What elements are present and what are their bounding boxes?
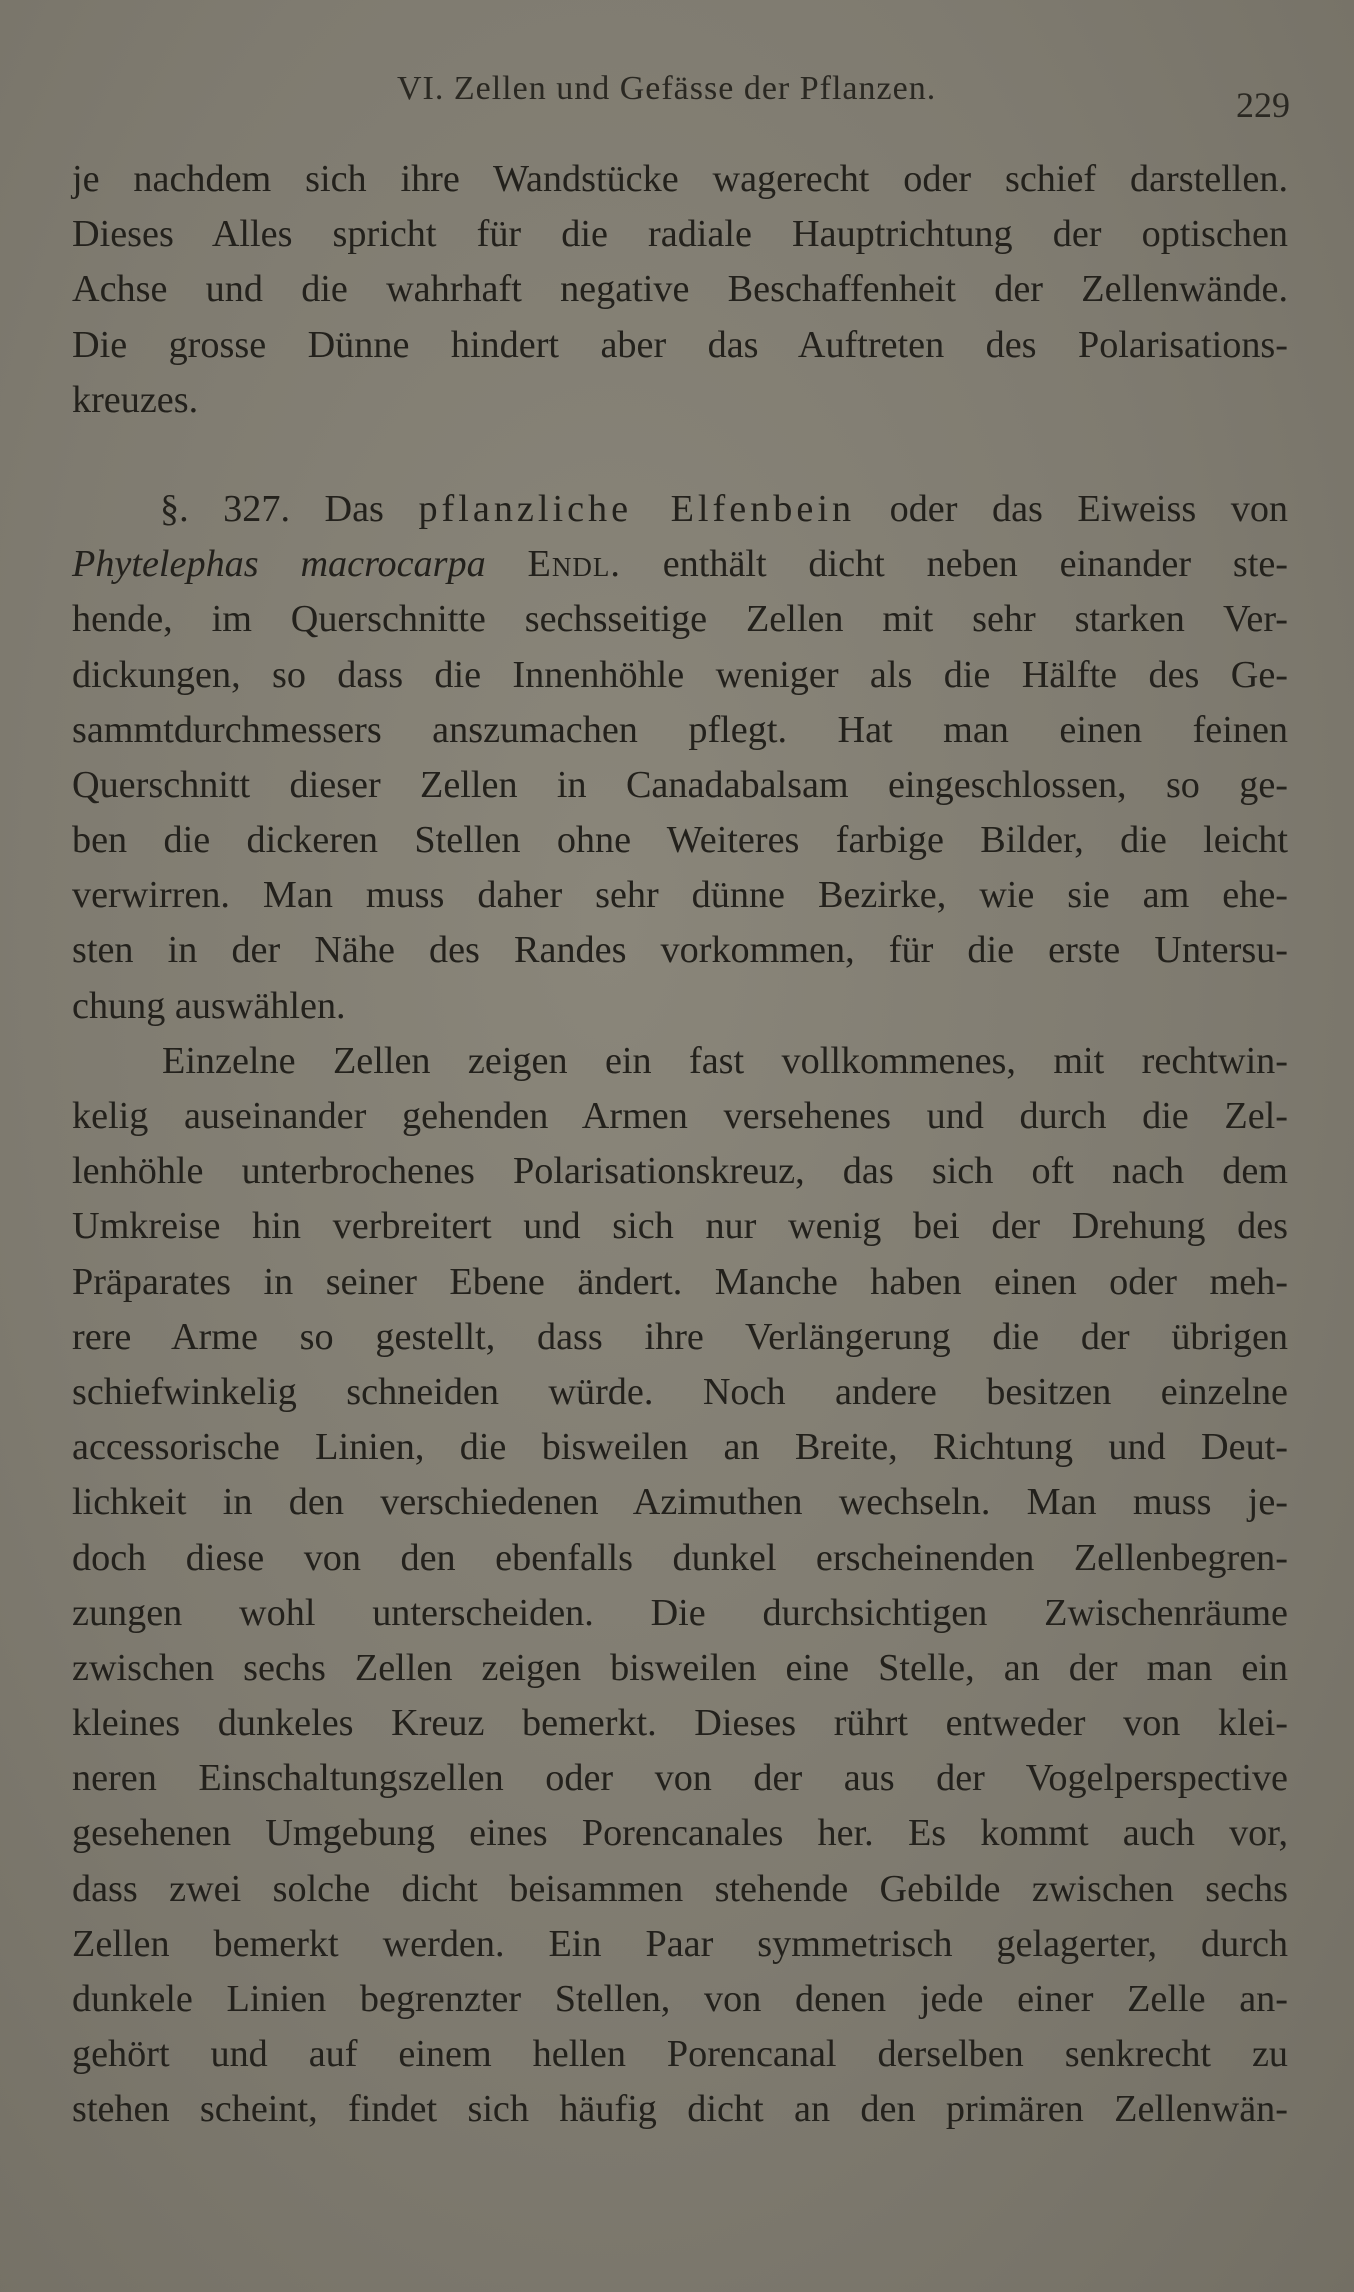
- text-line: kelig auseinander gehenden Armen versehenes und durch die Zel-: [72, 1095, 1288, 1137]
- page-header: [72, 70, 1290, 130]
- section-number: §. 327. Das: [160, 487, 384, 530]
- text-line: Präparates in seiner Ebene ändert. Manche haben einen oder meh-: [72, 1260, 1288, 1303]
- text-line: chung auswählen.: [72, 984, 346, 1027]
- section-first-line: [72, 482, 1288, 537]
- body-text: [72, 152, 1288, 2138]
- text-line: dass zwei solche dicht beisammen stehende Gebilde zwischen sechs: [72, 1867, 1288, 1910]
- species-name: Phytelephas macrocarpa: [72, 543, 486, 586]
- paragraph-gap: [72, 428, 1288, 482]
- text-line: dunkele Linien begrenzter Stellen, von denen jede einer Zelle an-: [72, 1978, 1288, 2020]
- text-line: ben die dickeren Stellen ohne Weiteres farbige Bilder, die leicht: [72, 819, 1288, 862]
- spaced-term: pflanzliche Elfenbein: [418, 487, 856, 530]
- text-line: Dieses Alles spricht für die radiale Hauptrichtung der optischen: [72, 213, 1288, 256]
- text-line: Achse und die wahrhaft negative Beschaffenheit der Zellenwände.: [72, 268, 1288, 311]
- text-line: lenhöhle unterbrochenes Polarisationskreuz, das sich oft nach dem: [72, 1150, 1288, 1193]
- running-title: VI. Zellen und Gefässe der Pflanzen.: [397, 70, 937, 107]
- text-line: je nachdem sich ihre Wandstücke wagerecht oder schief darstellen.: [72, 158, 1288, 200]
- text-line: Die grosse Dünne hindert aber das Auftreten des Polarisations-: [72, 323, 1288, 366]
- text-line: lichkeit in den verschiedenen Azimuthen wechseln. Man muss je-: [72, 1481, 1288, 1524]
- text-line: neren Einschaltungszellen oder von der aus der Vogelperspective: [72, 1757, 1288, 1800]
- page-number: 229: [1236, 85, 1290, 125]
- text-line: rere Arme so gestellt, dass ihre Verlängerung die der übrigen: [72, 1315, 1288, 1358]
- text-line: Einzelne Zellen zeigen ein fast vollkommenes, mit rechtwin-: [162, 1039, 1288, 1082]
- text-line: schiefwinkelig schneiden würde. Noch andere besitzen einzelne: [72, 1370, 1288, 1413]
- text-line: verwirren. Man muss daher sehr dünne Bezirke, wie sie am ehe-: [72, 874, 1288, 917]
- author-abbreviation: Endl.: [527, 543, 621, 586]
- text-line: zwischen sechs Zellen zeigen bisweilen eine Stelle, an der man ein: [72, 1646, 1288, 1689]
- text-fragment: enthält dicht neben einander ste-: [662, 543, 1288, 586]
- text-line: Umkreise hin verbreitert und sich nur wenig bei der Drehung des: [72, 1205, 1288, 1248]
- text-line: sammtdurchmessers anszumachen pflegt. Hat man einen feinen: [72, 708, 1288, 751]
- text-line: accessorische Linien, die bisweilen an Breite, Richtung und Deut-: [72, 1426, 1288, 1469]
- text-line: kreuzes.: [72, 378, 199, 421]
- text-line: zungen wohl unterscheiden. Die durchsichtigen Zwischenräume: [72, 1591, 1288, 1634]
- text-line: Querschnitt dieser Zellen in Canadabalsam eingeschlossen, so ge-: [72, 763, 1288, 806]
- species-line: [72, 537, 1288, 592]
- text-line: stehen scheint, findet sich häufig dicht an den primären Zellenwän-: [72, 2088, 1288, 2131]
- text-line: Zellen bemerkt werden. Ein Paar symmetrisch gelagerter, durch: [72, 1922, 1288, 1965]
- text-line: kleines dunkeles Kreuz bemerkt. Dieses rührt entweder von klei-: [72, 1702, 1288, 1745]
- text-line: sten in der Nähe des Randes vorkommen, für die erste Untersu-: [72, 929, 1288, 972]
- text-line: hende, im Querschnitte sechsseitige Zellen mit sehr starken Ver-: [72, 598, 1288, 641]
- text-line: gesehenen Umgebung eines Porencanales her. Es kommt auch vor,: [72, 1812, 1288, 1855]
- text-line: gehört und auf einem hellen Porencanal derselben senkrecht zu: [72, 2033, 1288, 2076]
- text-line: dickungen, so dass die Innenhöhle weniger als die Hälfte des Ge-: [72, 653, 1288, 696]
- text-fragment: oder das Eiweiss von: [889, 487, 1289, 530]
- text-line: doch diese von den ebenfalls dunkel erscheinenden Zellenbegren-: [72, 1536, 1288, 1579]
